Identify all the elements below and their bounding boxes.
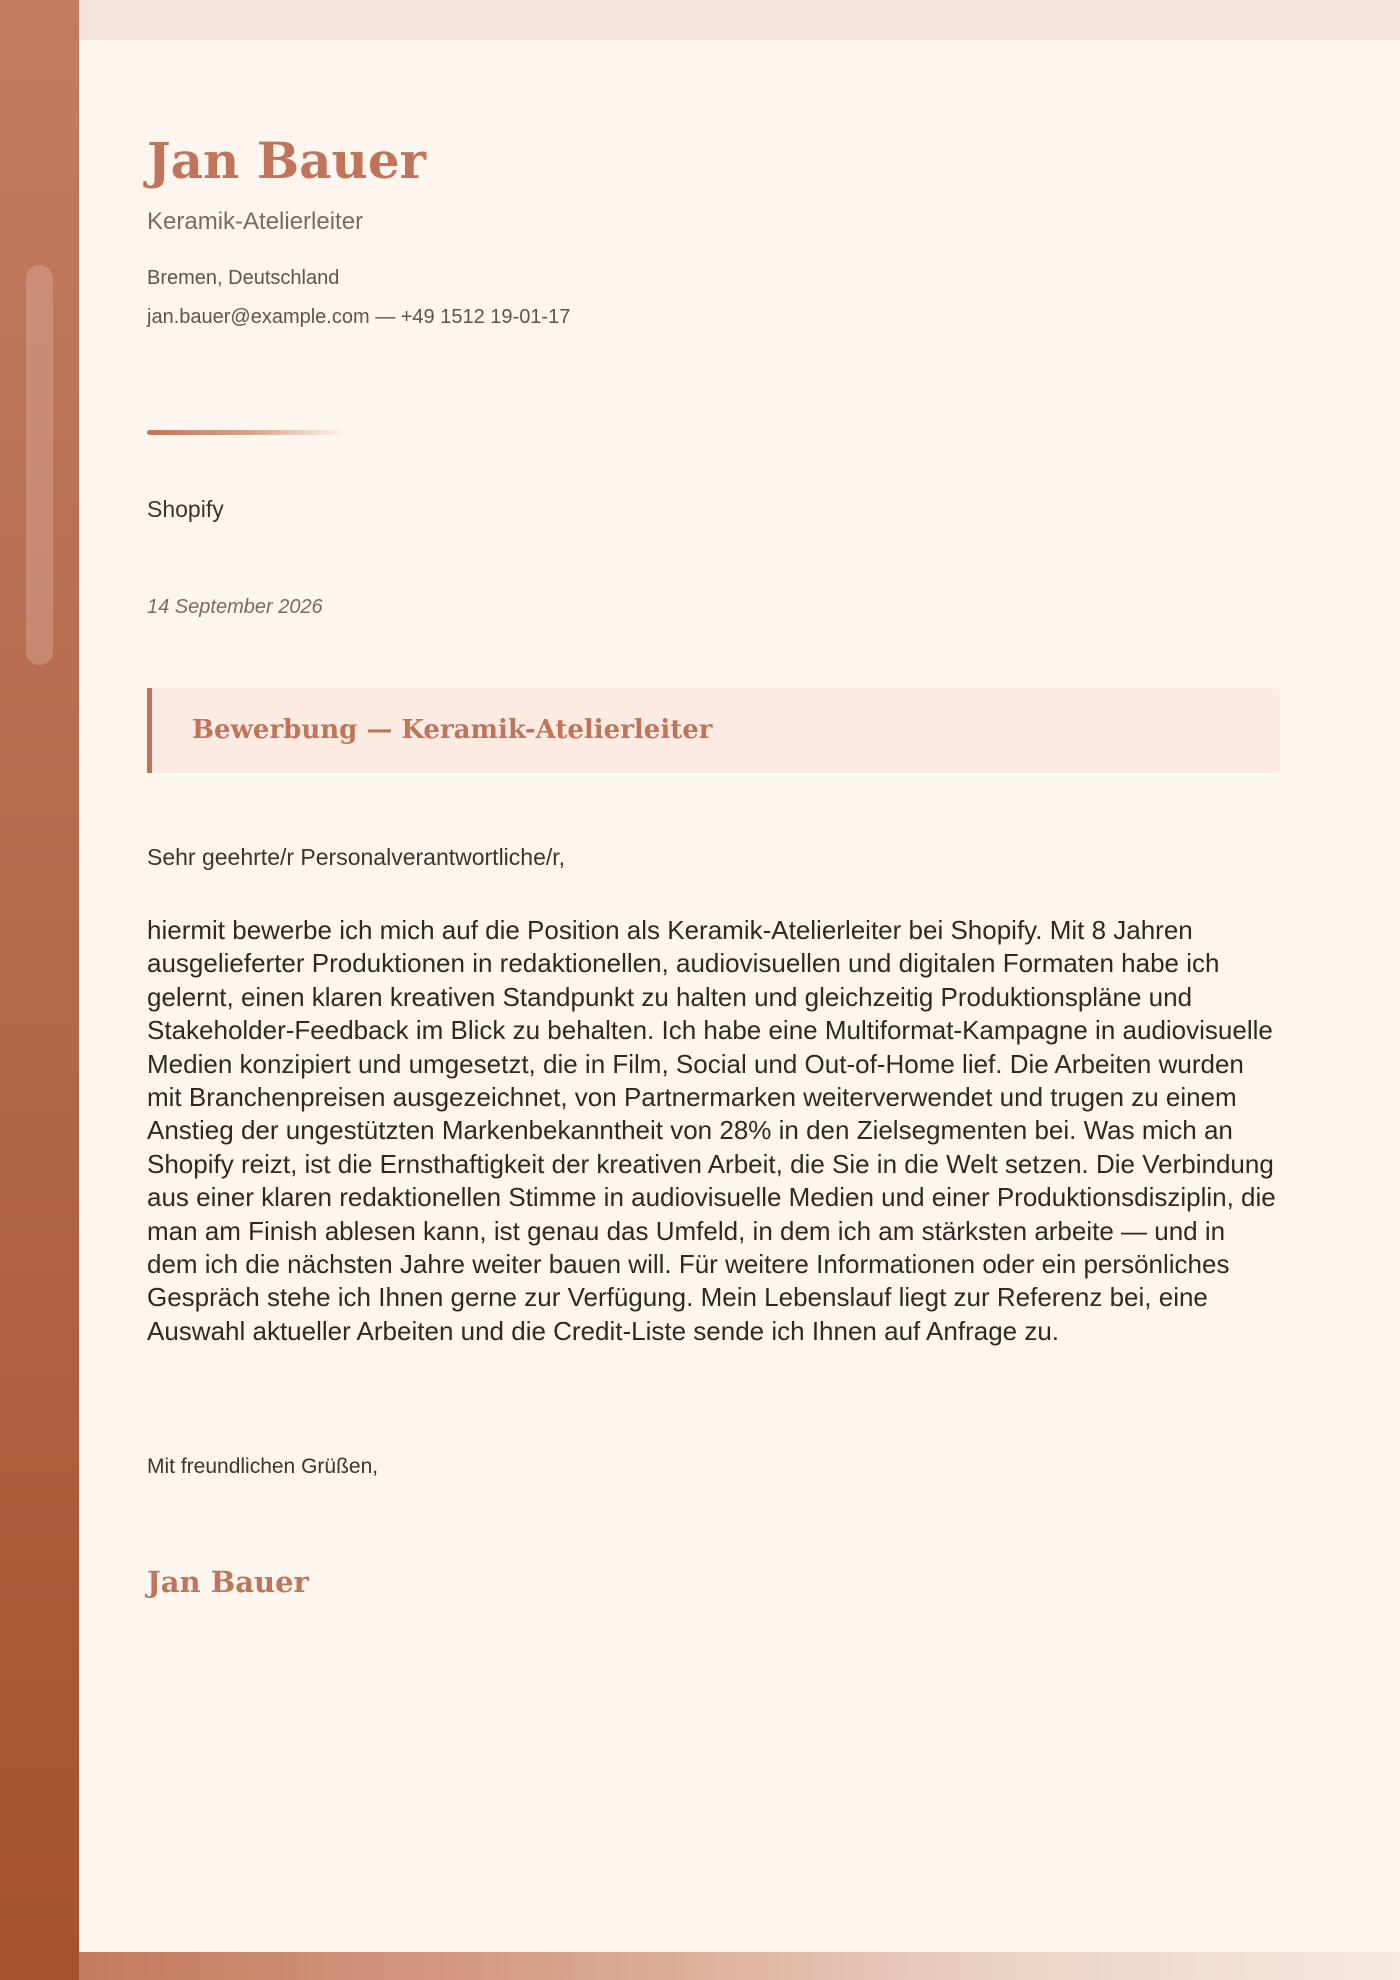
sender-contact: jan.bauer@example.com — +49 1512 19-01-17 xyxy=(147,306,571,328)
subject-line: Bewerbung — Keramik-Atelierleiter xyxy=(192,715,713,745)
letter-date: 14 September 2026 xyxy=(147,596,323,618)
sender-name: Jan Bauer xyxy=(147,131,426,190)
side-bar-highlight xyxy=(26,265,53,665)
recipient-company: Shopify xyxy=(147,496,224,522)
salutation: Sehr geehrte/r Personalverantwortliche/r, xyxy=(147,844,566,870)
subject-box xyxy=(147,688,1280,773)
decorative-side-bar xyxy=(0,0,79,1980)
sender-job-title: Keramik-Atelierleiter xyxy=(147,208,364,235)
sender-location: Bremen, Deutschland xyxy=(147,267,340,289)
signature: Jan Bauer xyxy=(147,1565,309,1599)
bottom-decorative-strip xyxy=(79,1952,1400,1980)
top-decorative-strip xyxy=(79,0,1400,40)
closing: Mit freundlichen Grüßen, xyxy=(147,1455,379,1478)
letter-body: hiermit bewerbe ich mich auf die Position als Keramik-Atelierleiter bei Shopify. Mit 8 Jahren ausgelieferter Produktionen in redaktionellen, audiovisuellen und digitalen Formaten habe ich gelernt, einen klaren kreativen Standpunkt zu halten und gleichzeitig Produktionspläne und Stakeholder-Feedback im Blick zu behalten. Ich habe eine Multiformat-Kampagne in audiovisuelle Medien konzipiert und umgesetzt, die in Film, Social und Out-of-Home lief. Die Arbeiten wurden mit Branchenpreisen ausgezeichnet, von Partnermarken weiterverwendet und trugen zu einem Anstieg der ungestützten Markenbekanntheit von 28% in den Zielsegmenten bei. Was mich an Shopify reizt, ist die Ernsthaftigkeit der kreativen Arbeit, die Sie in die Welt setzen. Die Verbindung aus einer klaren redaktionellen Stimme in audiovisuelle Medien und einer Produktionsdisziplin, die man am Finish ablesen kann, ist genau das Umfeld, in dem ich am stärksten arbeite — und in dem ich die nächsten Jahre weiter bauen will. Für weitere Informationen oder ein persönliches Gespräch stehe ich Ihnen gerne zur Verfügung. Mein Lebenslauf liegt zur Referenz bei, eine Auswahl aktueller Arbeiten und die Credit-Liste sende ich Ihnen auf Anfrage zu. xyxy=(147,915,1276,1346)
header-divider xyxy=(147,430,347,435)
